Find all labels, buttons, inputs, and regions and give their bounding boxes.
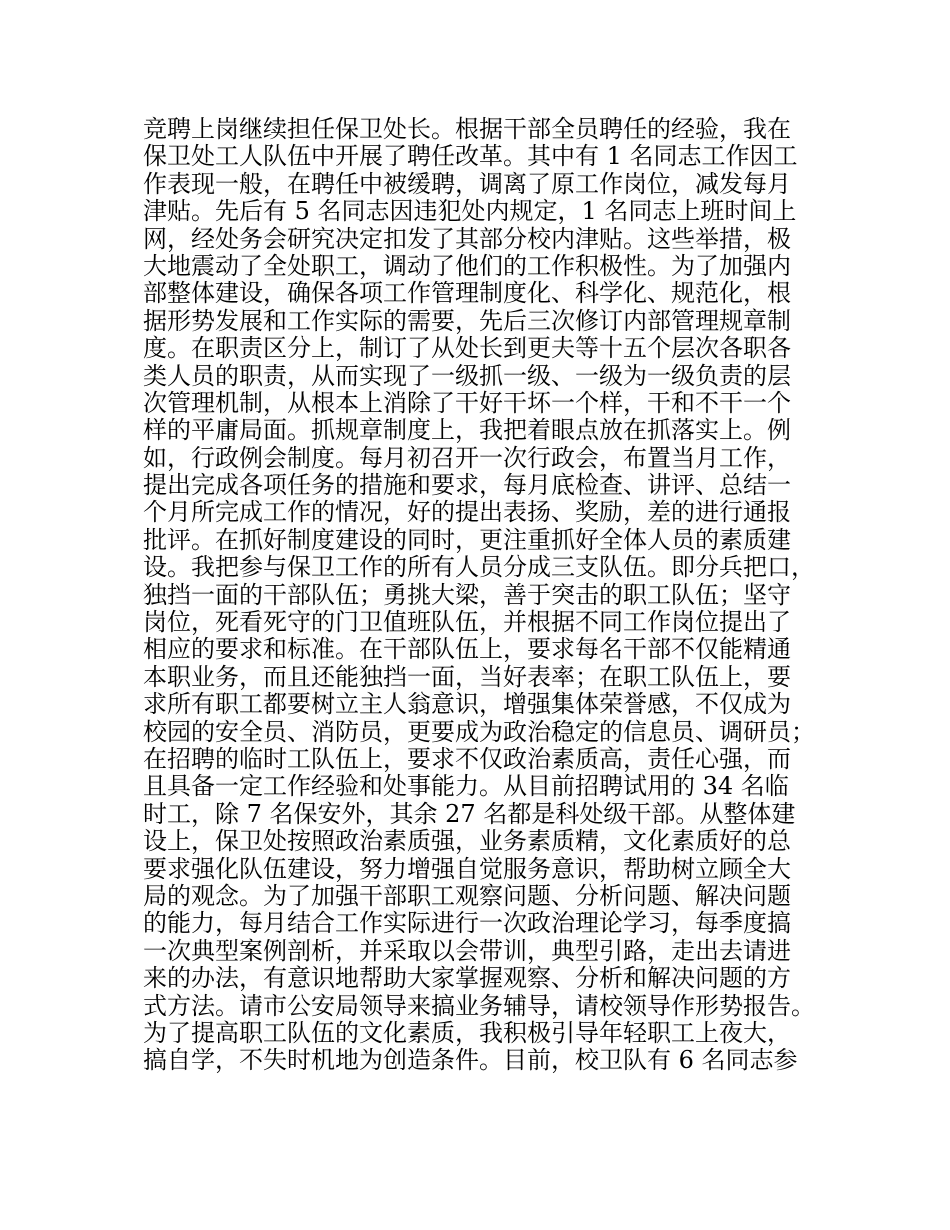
body-text: [143, 116, 843, 1075]
text-line: 提出完成各项任务的措施和要求，每月底检查、讲评、总结一: [143, 471, 791, 500]
text-line: 岗位，死看死守的门卫值班队伍，并根据不同工作岗位提出了: [143, 608, 791, 637]
text-line: 设。我把参与保卫工作的所有人员分成三支队伍。即分兵把口，: [143, 553, 815, 582]
text-line: 时工，除 7 名保安外，其余 27 名都是科处级干部。从整体建: [143, 799, 796, 828]
text-line: 局的观念。为了加强干部职工观察问题、分析问题、解决问题: [143, 881, 791, 910]
text-line: 设上，保卫处按照政治素质强，业务素质精，文化素质好的总: [143, 827, 791, 856]
text-line: 搞自学，不失时机地为创造条件。目前，校卫队有 6 名同志参: [143, 1046, 798, 1075]
text-line: 来的办法，有意识地帮助大家掌握观察、分析和解决问题的方: [143, 964, 791, 993]
text-line: 的能力，每月结合工作实际进行一次政治理论学习，每季度搞: [143, 909, 791, 938]
text-line: 独挡一面的干部队伍；勇挑大梁，善于突击的职工队伍；坚守: [143, 580, 791, 609]
text-line: 网，经处务会研究决定扣发了其部分校内津贴。这些举措，极: [143, 224, 791, 253]
text-line: 作表现一般，在聘任中被缓聘，调离了原工作岗位，减发每月: [143, 169, 791, 198]
text-line: 大地震动了全处职工，调动了他们的工作积极性。为了加强内: [143, 251, 791, 280]
text-line: 求所有职工都要树立主人翁意识，增强集体荣誉感，不仅成为: [143, 690, 791, 719]
text-line: 相应的要求和标准。在干部队伍上，要求每名干部不仅能精通: [143, 635, 791, 664]
text-line: 部整体建设，确保各项工作管理制度化、科学化、规范化，根: [143, 279, 791, 308]
text-line: 度。在职责区分上，制订了从处长到更夫等十五个层次各职各: [143, 334, 791, 363]
text-line: 本职业务，而且还能独挡一面，当好表率；在职工队伍上，要: [143, 662, 791, 691]
text-line: 竞聘上岗继续担任保卫处长。根据干部全员聘任的经验，我在: [143, 115, 791, 143]
text-line: 次管理机制，从根本上消除了干好干坏一个样，干和不干一个: [143, 388, 791, 417]
text-line: 如，行政例会制度。每月初召开一次行政会，布置当月工作，: [143, 443, 791, 472]
text-line: 个月所完成工作的情况，好的提出表扬、奖励，差的进行通报: [143, 498, 791, 527]
text-line: 样的平庸局面。抓规章制度上，我把着眼点放在抓落实上。例: [143, 416, 791, 445]
text-line: 且具备一定工作经验和处事能力。从目前招聘试用的 34 名临: [143, 772, 789, 801]
text-line: 为了提高职工队伍的文化素质，我积极引导年轻职工上夜大，: [143, 1018, 791, 1047]
text-line: 式方法。请市公安局领导来搞业务辅导，请校领导作形势报告。: [143, 991, 815, 1020]
text-line: 一次典型案例剖析，并采取以会带训，典型引路，走出去请进: [143, 936, 791, 965]
text-line: 津贴。先后有 5 名同志因违犯处内规定，1 名同志上班时间上: [143, 197, 797, 226]
text-line: 据形势发展和工作实际的需要，先后三次修订内部管理规章制: [143, 306, 791, 335]
text-line: 类人员的职责，从而实现了一级抓一级、一级为一级负责的层: [143, 361, 791, 390]
text-line: 批评。在抓好制度建设的同时，更注重抓好全体人员的素质建: [143, 525, 791, 554]
text-line: 要求强化队伍建设，努力增强自觉服务意识，帮助树立顾全大: [143, 854, 791, 883]
text-line: 保卫处工人队伍中开展了聘任改革。其中有 1 名同志工作因工: [143, 142, 798, 171]
text-line: 校园的安全员、消防员，更要成为政治稳定的信息员、调研员；: [143, 717, 815, 746]
text-line: 在招聘的临时工队伍上，要求不仅政治素质高，责任心强，而: [143, 744, 791, 773]
